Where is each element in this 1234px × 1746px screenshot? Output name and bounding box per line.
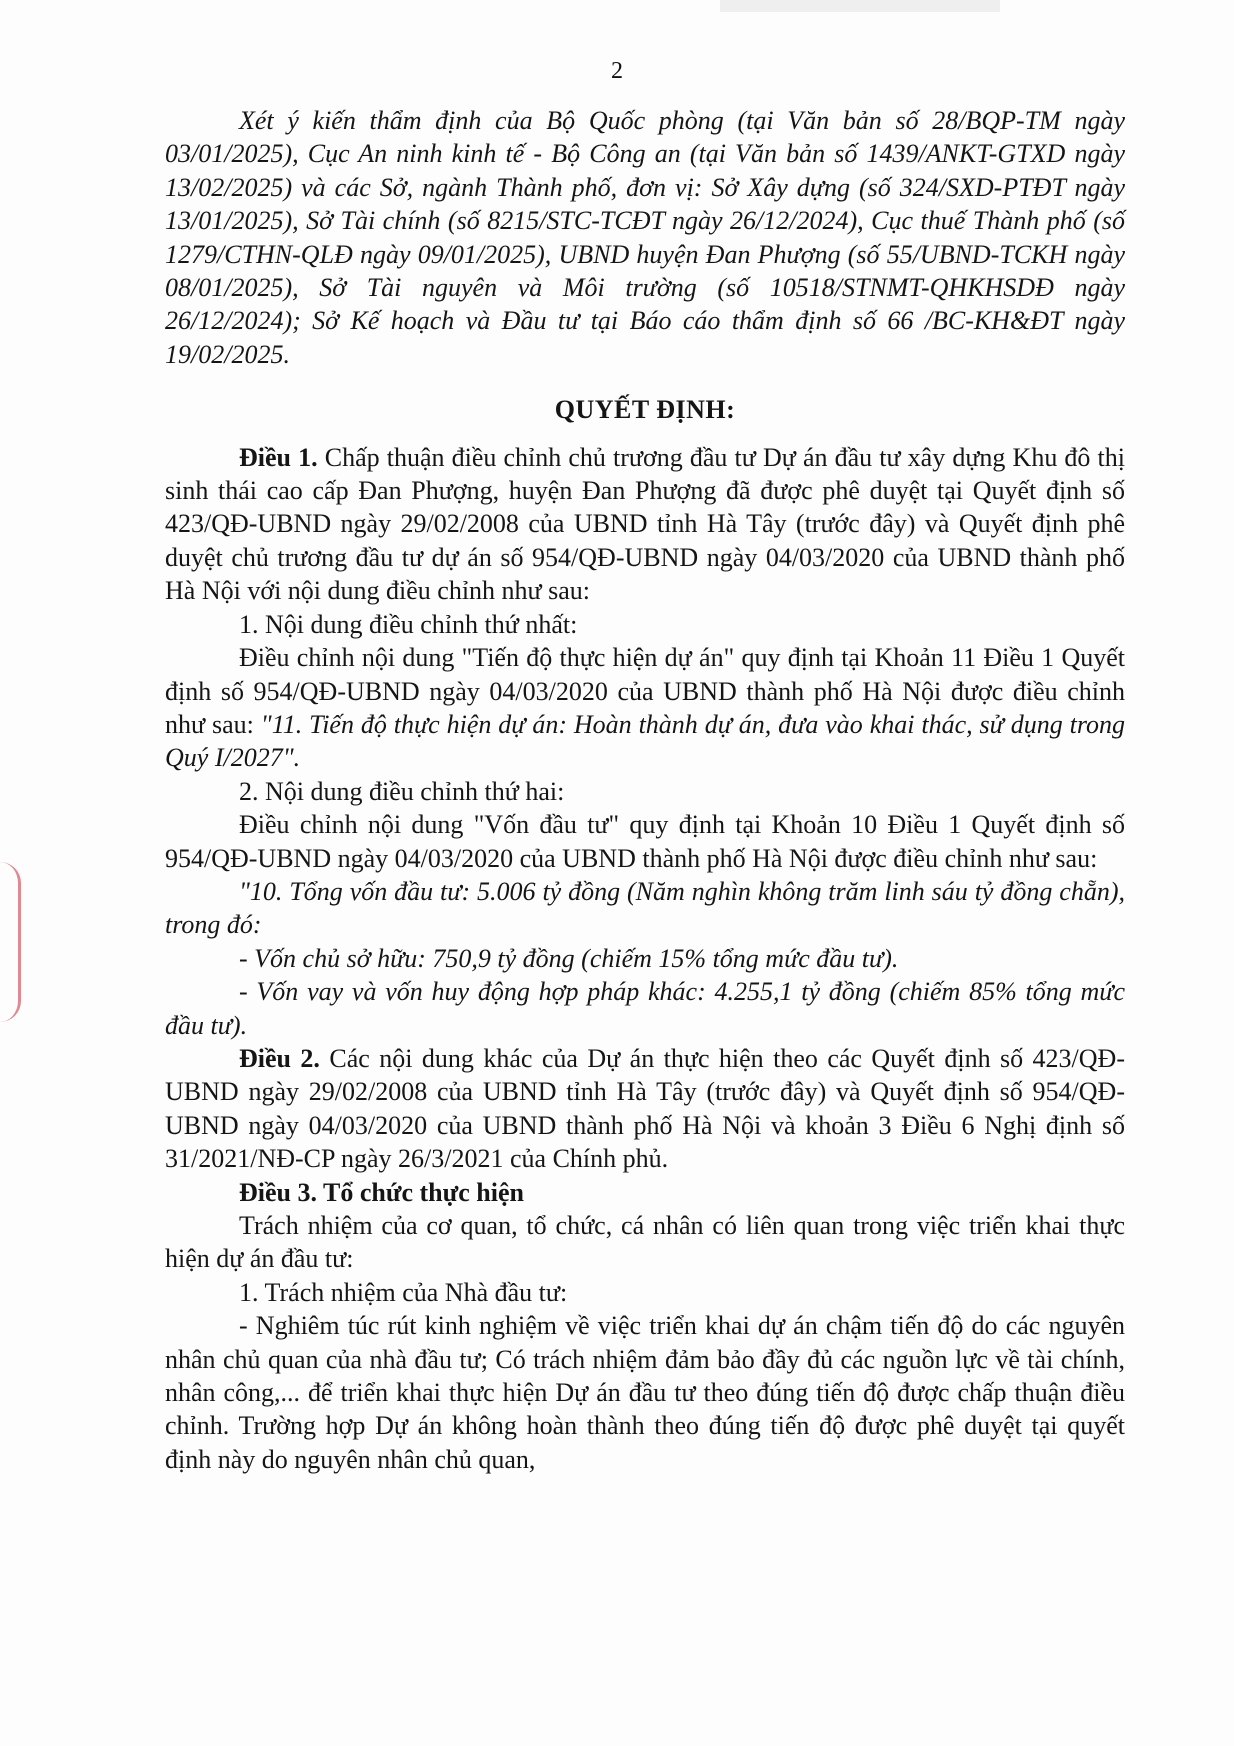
article1-paragraph bbox=[165, 441, 1125, 608]
article3-intro: Trách nhiệm của cơ quan, tổ chức, cá nhân có liên quan trong việc triển khai thực hiện dự án đầu tư: bbox=[165, 1211, 1125, 1274]
article1-item1-quote: "11. Tiến độ thực hiện dự án: Hoàn thành dự án, đưa vào khai thác, sử dụng trong Quý I/2027". bbox=[165, 709, 1125, 773]
capital-loans: - Vốn vay và vốn huy động hợp pháp khác: 4.255,1 tỷ đồng (chiếm 85% tổng mức đầu tư). bbox=[165, 977, 1125, 1040]
capital-equity: - Vốn chủ sở hữu: 750,9 tỷ đồng (chiếm 15% tổng mức đầu tư). bbox=[239, 943, 899, 973]
article2-paragraph bbox=[165, 1042, 1125, 1176]
article2-label: Điều 2. bbox=[239, 1043, 320, 1073]
article3-heading: Điều 3. Tổ chức thực hiện bbox=[239, 1177, 524, 1207]
article1-item2-text: Điều chỉnh nội dung "Vốn đầu tư" quy định tại Khoản 10 Điều 1 Quyết định số 954/QĐ-UBND ngày 04/03/2020 của UBND thành phố Hà Nội được điều chỉnh như sau: bbox=[165, 810, 1125, 873]
article1-item1-text: Điều chỉnh nội dung "Tiến độ thực hiện dự án" quy định tại Khoản 11 Điều 1 Quyết định số 954/QĐ-UBND ngày 04/03/2020 của UBND thành phố Hà Nội được điều chỉnh như sau: bbox=[165, 643, 1125, 739]
article1-item1-title: 1. Nội dung điều chỉnh thứ nhất: bbox=[239, 609, 578, 639]
article1-item1-paragraph bbox=[165, 641, 1125, 775]
article1-item2-title: 2. Nội dung điều chỉnh thứ hai: bbox=[239, 776, 565, 806]
article3-item1-text: - Nghiêm túc rút kinh nghiệm về việc triển khai dự án chậm tiến độ do các nguyên nhân chủ quan của nhà đầu tư; Có trách nhiệm đảm bảo đầy đủ các nguồn lực về tài chính, nhân công,... để triển khai thực hiện Dự án đầu tư theo đúng tiến độ được chấp thuận điều chỉnh. Trường hợp Dự án không hoàn thành theo đúng tiến độ được phê duyệt tại quyết định này do nguyên nhân chủ quan, bbox=[165, 1311, 1125, 1474]
article1-label: Điều 1. bbox=[239, 442, 318, 472]
document-body bbox=[165, 104, 1125, 1476]
capital-total: "10. Tổng vốn đầu tư: 5.006 tỷ đồng (Năm nghìn không trăm linh sáu tỷ đồng chẵn), trong đó: bbox=[165, 876, 1125, 940]
red-stamp-edge bbox=[0, 862, 21, 1022]
considerations-paragraph: Xét ý kiến thẩm định của Bộ Quốc phòng (tại Văn bản số 28/BQP-TM ngày 03/01/2025), Cục An ninh kinh tế - Bộ Công an (tại Văn bản số 1439/ANKT-GTXD ngày 13/02/2025) và các Sở, ngành Thành phố, đơn vị: Sở Xây dựng (số 324/SXD-PTĐT ngày 13/01/2025), Sở Tài chính (số 8215/STC-TCĐT ngày 26/12/2024), Cục thuế Thành phố (số 1279/CTHN-QLĐ ngày 09/01/2025), UBND huyện Đan Phượng (số 55/UBND-TCKH ngày 08/01/2025), Sở Tài nguyên và Môi trường (số 10518/STNMT-QHKHSDĐ ngày 26/12/2024); Sở Kế hoạch và Đầu tư tại Báo cáo thẩm định số 66 /BC-KH&ĐT ngày 19/02/2025. bbox=[165, 106, 1125, 369]
article1-text: Chấp thuận điều chỉnh chủ trương đầu tư Dự án đầu tư xây dựng Khu đô thị sinh thái cao cấp Đan Phượng, huyện Đan Phượng đã được phê duyệt tại Quyết định số 423/QĐ-UBND ngày 29/02/2008 của UBND tỉnh Hà Tây (trước đây) và Quyết định phê duyệt chủ trương đầu tư dự án số 954/QĐ-UBND ngày 04/03/2020 của UBND thành phố Hà Nội với nội dung điều chỉnh như sau: bbox=[165, 442, 1125, 606]
article3-item1-title: 1. Trách nhiệm của Nhà đầu tư: bbox=[239, 1277, 568, 1307]
scan-artifact bbox=[720, 0, 1000, 12]
article2-text: Các nội dung khác của Dự án thực hiện theo các Quyết định số 423/QĐ-UBND ngày 29/02/2008 của UBND tỉnh Hà Tây (trước đây) và Quyết định số 954/QĐ-UBND ngày 04/03/2020 của UBND thành phố Hà Nội và khoản 3 Điều 6 Nghị định số 31/2021/NĐ-CP ngày 26/3/2021 của Chính phủ. bbox=[165, 1043, 1125, 1174]
page-number: 2 bbox=[611, 58, 623, 84]
decision-heading: QUYẾT ĐỊNH: bbox=[554, 395, 736, 425]
